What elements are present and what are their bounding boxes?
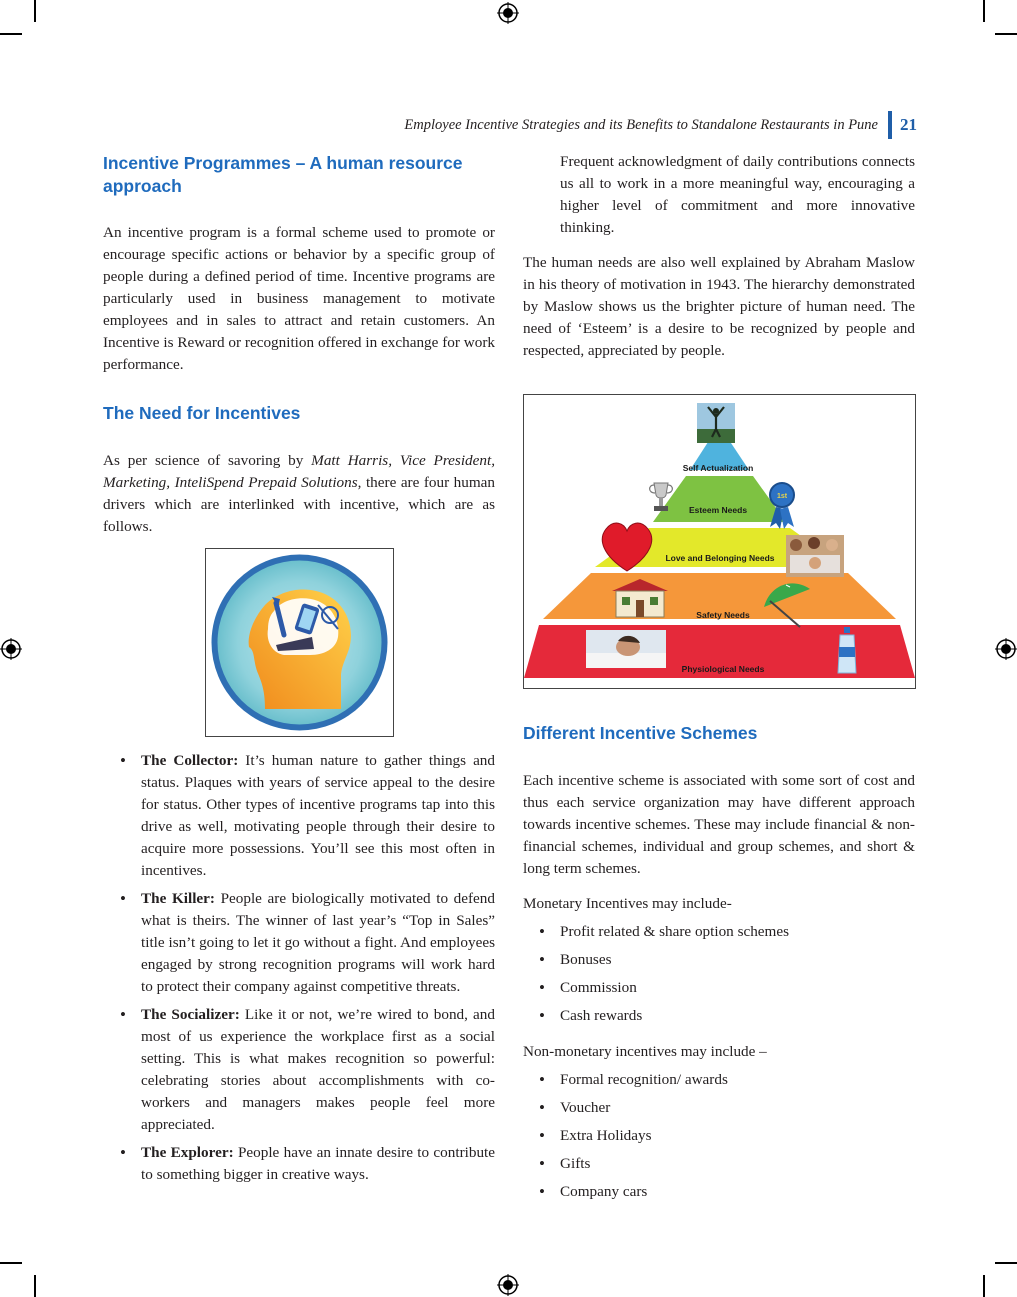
registration-mark-bottom: [497, 1274, 519, 1296]
driver-term: The Socializer:: [141, 1006, 240, 1023]
label-self-actualization: Self Actualization: [682, 463, 754, 473]
paragraph-maslow: The human needs are also well explained by Abraham Maslow in his theory of motivation in 1943. The hierarchy demonstrated by Maslow shows us the brighter picture of human need. The need of ‘Esteem’ is a desire to be recognized by people and respected, appreciated by people.: [523, 254, 915, 359]
registration-mark-right: [995, 638, 1017, 660]
driver-term: The Collector:: [141, 752, 239, 769]
list-item: • Cash rewards: [523, 1005, 915, 1033]
list-item: • Profit related & share option schemes: [523, 921, 915, 949]
label-physiological: Physiological Needs: [681, 664, 765, 674]
list-item: • Extra Holidays: [523, 1125, 915, 1153]
list-item: • Bonuses: [523, 949, 915, 977]
list-item: [103, 1142, 495, 1186]
driver-term: The Explorer:: [141, 1144, 234, 1161]
running-title: Employee Incentive Strategies and its Benefits to Standalone Restaurants in Pune: [404, 116, 878, 133]
head-illustration: [206, 549, 393, 736]
head-figure: [205, 548, 394, 737]
nonmonetary-intro: Non-monetary incentives may include –: [523, 1043, 767, 1060]
header-divider: [888, 111, 892, 139]
ribbon-label: 1st: [776, 493, 788, 500]
paragraph-incentive-schemes: Each incentive scheme is associated with some sort of cost and thus each service organization may have different approach towards incentive schemes. These may include financial & non-financial schemes, individual and group schemes, and short & long term schemes.: [523, 772, 915, 877]
driver-text: Like it or not, we’re wired to bond, and most of us experience the workplace first as a social setting. This is what makes recognition so powerful: celebrating stories about accomplishments with co-workers and managers makes people feel more appreciated.: [141, 1006, 495, 1133]
group-hands-photo: [786, 535, 844, 577]
drivers-list: [103, 750, 495, 1192]
paragraph-incentive-program: An incentive program is a formal scheme used to promote or encourage specific actions or behavior by a specific group of people during a defined period of time. Incentive programs are particularly used in business management to motivate employees and in sales to attract and retain customers. An Incentive is Reward or recognition offered in exchange for work performance.: [103, 224, 495, 373]
driver-text: It’s human nature to gather things and status. Plaques with years of service appeal to the desire for status. Other types of incentive programs tap into this drive as well, motivating people through their desire to acquire more possessions. You’ll see this most often in incentives.: [141, 752, 495, 879]
list-item: [103, 1004, 495, 1136]
driver-text: People are biologically motivated to defend what is theirs. The winner of last year’s “Top in Sales” title isn’t going to let it go without a fight. And employees engaged by strong recognition programs will work hard to protect their company against competitive threats.: [141, 890, 495, 995]
intro-text: As per science of savoring by: [103, 452, 312, 469]
running-header: [404, 112, 917, 138]
list-item: • Formal recognition/ awards: [523, 1069, 915, 1097]
driver-text: People have an innate desire to contribute to something bigger in creative ways.: [141, 1144, 495, 1183]
list-item: [103, 888, 495, 998]
label-love-belonging: Love and Belonging Needs: [665, 553, 775, 563]
registration-mark-left: [0, 638, 22, 660]
driver-term: The Killer:: [141, 890, 215, 907]
paragraph-four-drivers: [103, 450, 495, 538]
registration-mark-top: [497, 2, 519, 24]
label-esteem: Esteem Needs: [688, 505, 748, 515]
maslow-pyramid: [524, 395, 915, 688]
label-safety: Safety Needs: [696, 610, 750, 620]
page-number: 21: [900, 115, 917, 134]
list-item: [103, 750, 495, 882]
list-item: • Gifts: [523, 1153, 915, 1181]
heading-incentive-programmes: Incentive Programmes – A human resource approach: [103, 153, 463, 196]
nonmonetary-list: [523, 1069, 915, 1209]
sleeping-person-photo: [586, 630, 666, 668]
list-item: • Voucher: [523, 1097, 915, 1125]
intro-text-end: , there are four human drivers which are interlinked with incentive, which are as follows.: [103, 474, 496, 535]
monetary-intro: Monetary Incentives may include-: [523, 895, 732, 912]
pyramid-level-esteem: [653, 476, 786, 522]
monetary-list: [523, 921, 915, 1033]
success-person-icon: [697, 403, 735, 443]
list-item: • Commission: [523, 977, 915, 1005]
paragraph-continuation: Frequent acknowledgment of daily contributions connects us all to work in a more meaningful way, encouraging a higher level of commitment and more innovative thinking.: [560, 153, 915, 236]
heading-need-for-incentives: The Need for Incentives: [103, 403, 301, 423]
intro-citation: Matt Harris, Vice President, Marketing, InteliSpend Prepaid Solutions: [103, 452, 495, 491]
list-item: • Company cars: [523, 1181, 915, 1209]
maslow-pyramid-figure: [523, 394, 916, 689]
heading-different-schemes: Different Incentive Schemes: [523, 723, 758, 743]
